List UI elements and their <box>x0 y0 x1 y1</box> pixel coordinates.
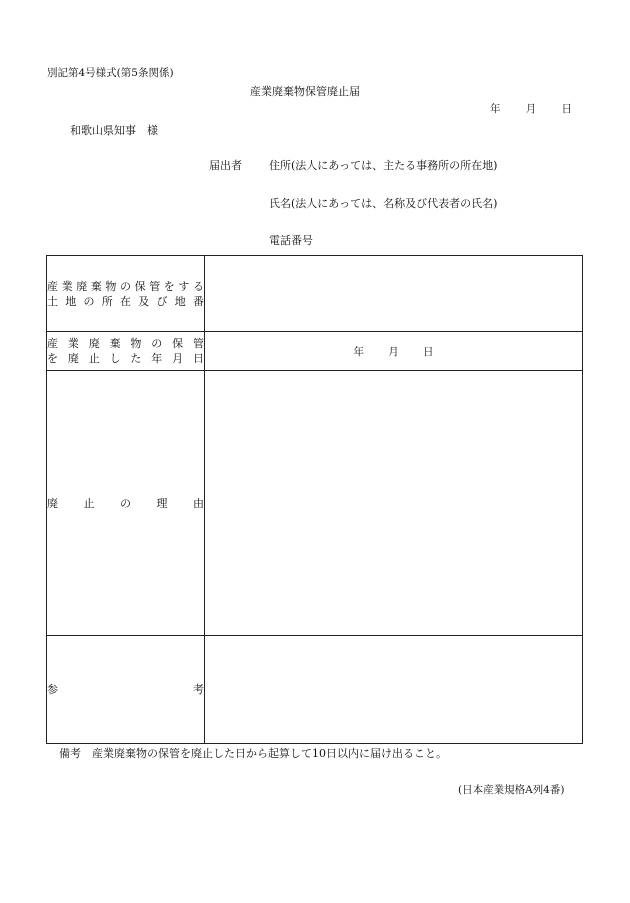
address-label: 住所(法人にあっては、主たる事務所の所在地) <box>269 159 498 172</box>
reference-label: 参考 <box>47 636 205 744</box>
reason-label: 廃止の理由 <box>47 371 205 636</box>
table-row-location <box>47 256 583 332</box>
remark-note: 備考 産業廃棄物の保管を廃止した日から起算して10日以内に届け出ること。 <box>59 747 447 760</box>
row-date-month: 月 <box>388 345 399 358</box>
paper-standard: (日本産業規格A列4番) <box>458 784 565 796</box>
row-date-day: 日 <box>423 345 434 358</box>
reference-value[interactable] <box>205 636 583 744</box>
table-row-date <box>47 332 583 371</box>
phone-label: 電話番号 <box>269 234 313 247</box>
discontinue-date-value[interactable] <box>205 332 583 371</box>
location-value[interactable] <box>205 256 583 332</box>
location-label: 産業廃棄物の保管をする 土地の所在及び地番 <box>47 256 205 332</box>
addressee: 和歌山県知事 様 <box>70 124 158 137</box>
discontinue-date-label: 産業廃棄物の保管 を廃止した年月日 <box>47 332 205 371</box>
date-year-label: 年 <box>490 103 501 115</box>
submission-date <box>490 104 572 115</box>
table-row-reference <box>47 636 583 744</box>
form-title: 産業廃棄物保管廃止届 <box>250 85 360 98</box>
date-month-label: 月 <box>525 103 537 115</box>
form-reference: 別記第4号様式(第5条関係) <box>47 67 174 79</box>
date-day-label: 日 <box>561 103 572 115</box>
table-row-reason <box>47 371 583 636</box>
notifier-label: 届出者 <box>209 159 242 172</box>
reason-value[interactable] <box>205 371 583 636</box>
row-date-year: 年 <box>353 345 364 358</box>
name-label: 氏名(法人にあっては、名称及び代表者の氏名) <box>269 197 498 210</box>
notification-table <box>46 255 583 744</box>
